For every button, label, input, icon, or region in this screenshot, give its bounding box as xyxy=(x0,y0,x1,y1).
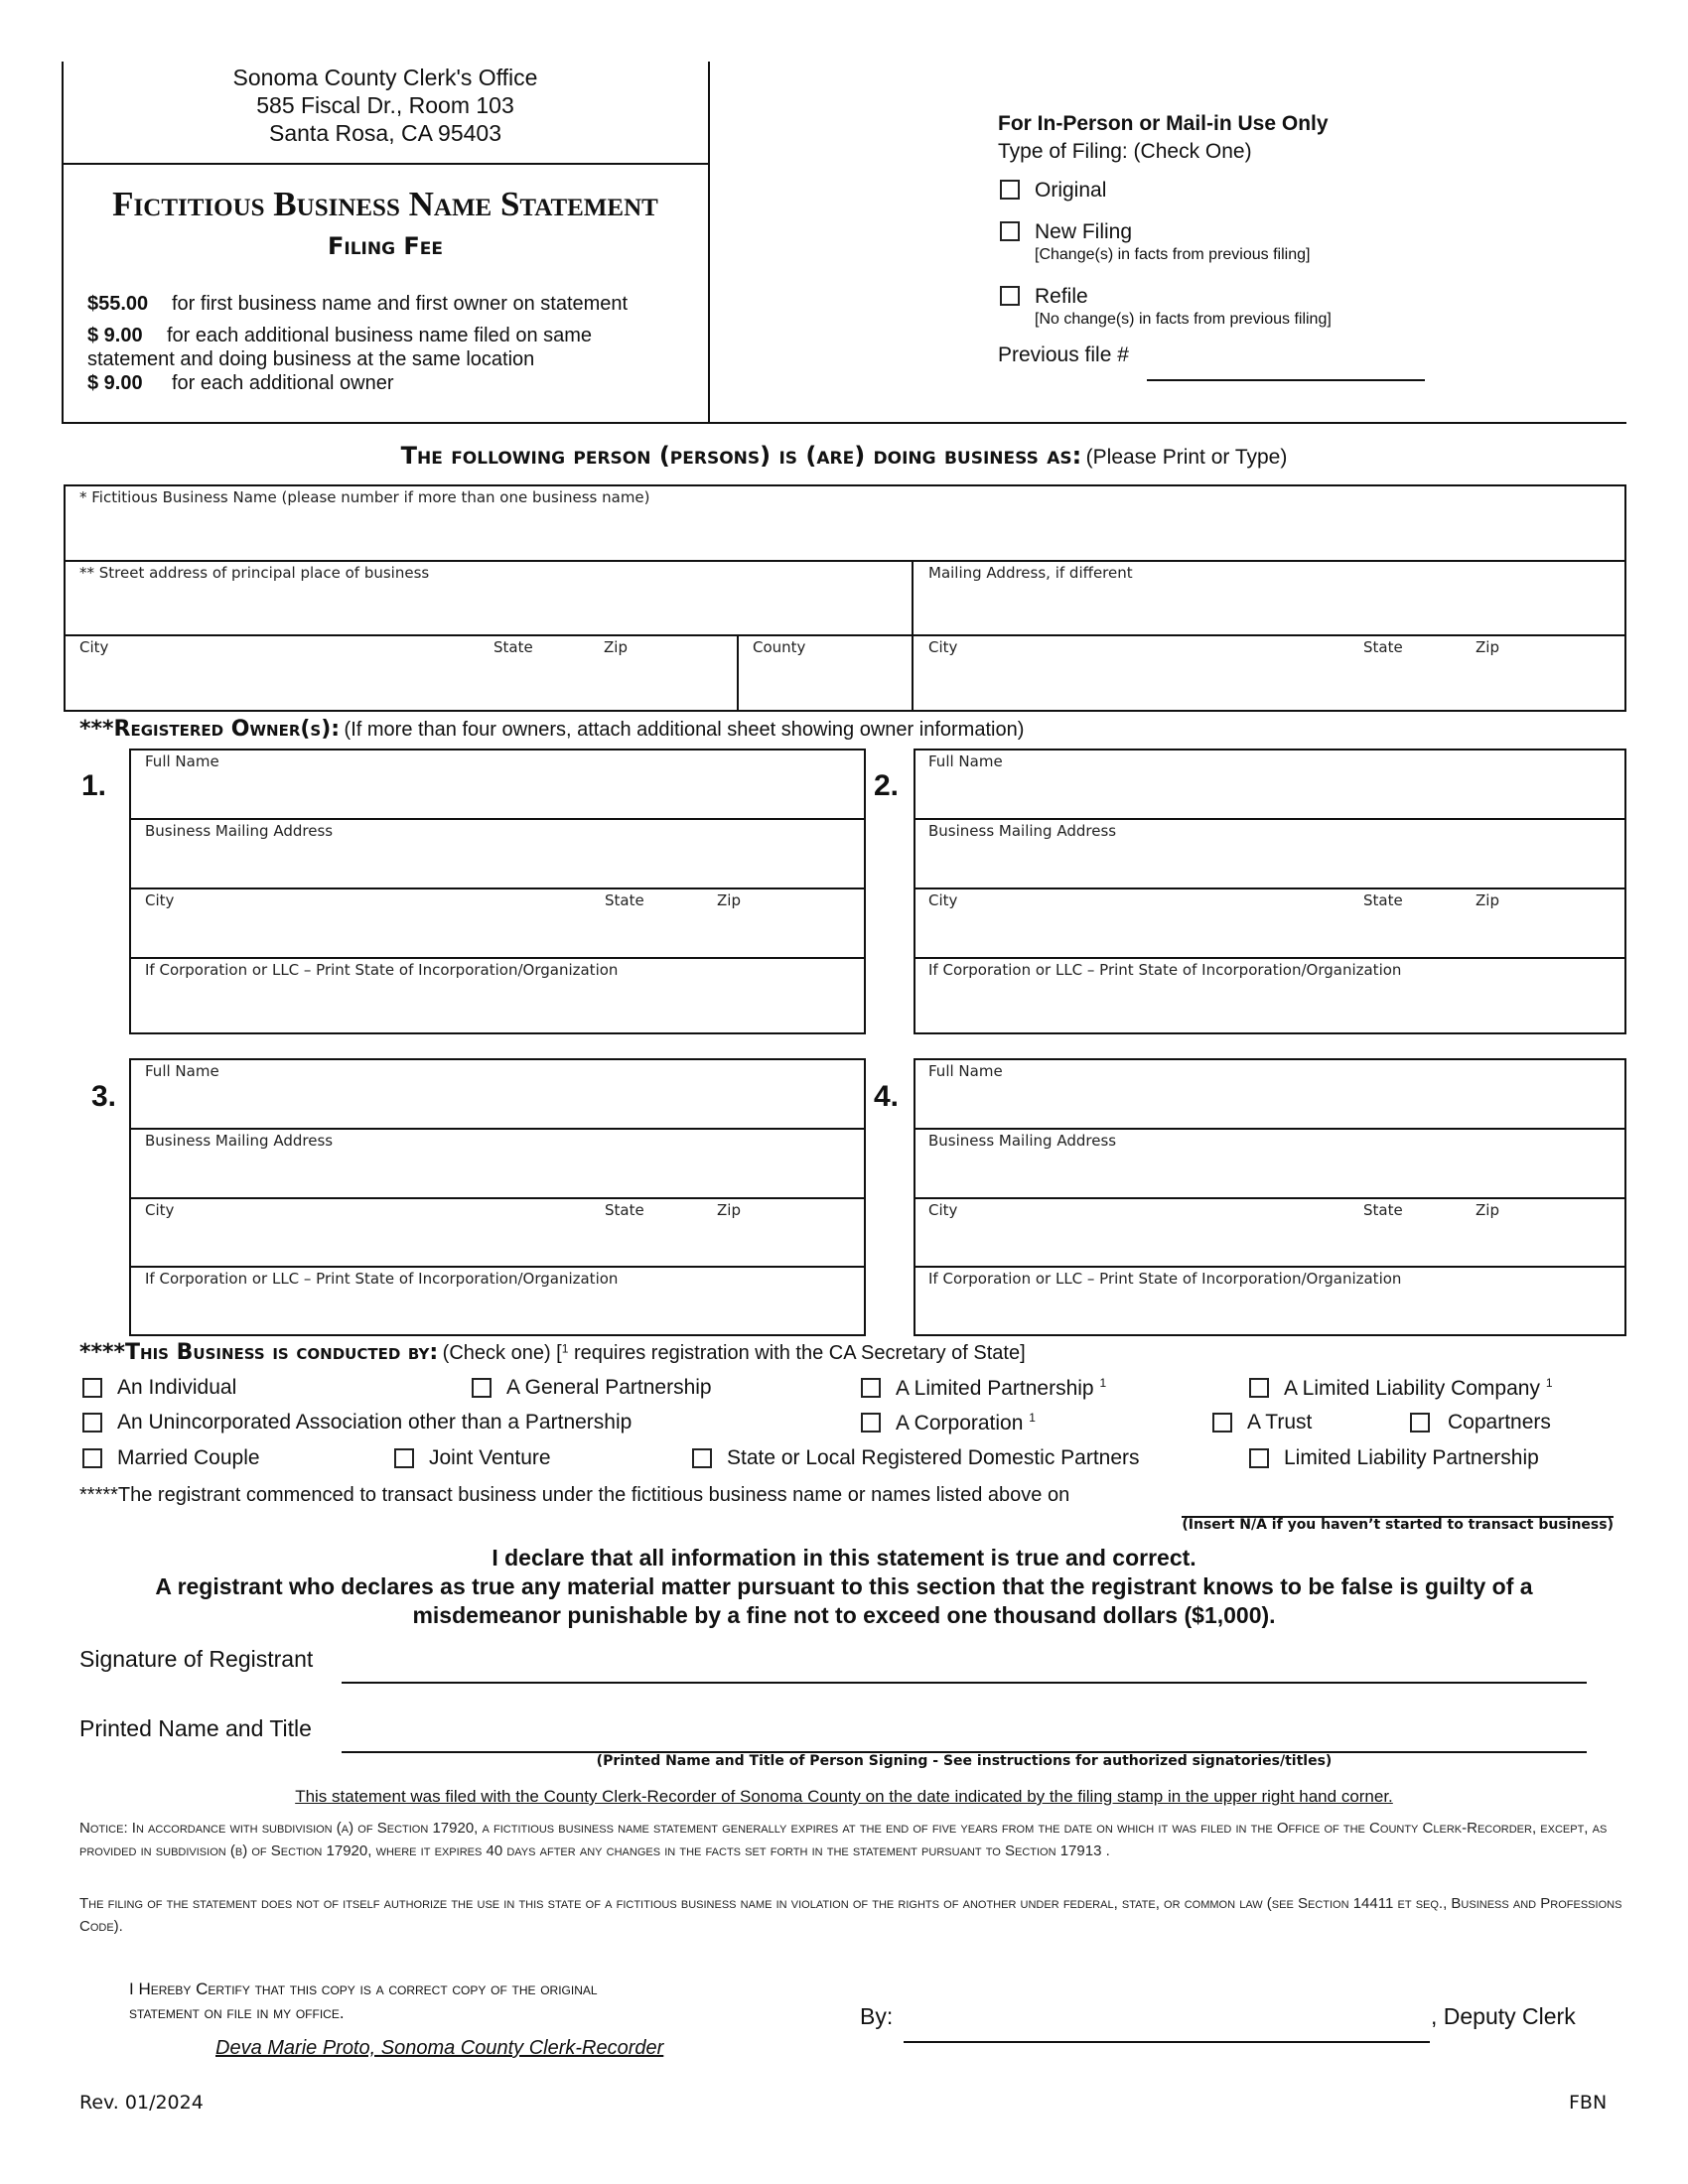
dba-col-divider xyxy=(737,634,739,712)
owner-number: 3. xyxy=(91,1080,117,1113)
owner-1-corp-state[interactable]: If Corporation or LLC – Print State of Incorporation/Organization xyxy=(145,961,619,979)
dba-col-divider xyxy=(912,560,914,712)
limited-partnership-label: A Limited Partnership xyxy=(896,1377,1094,1400)
owners-heading-row xyxy=(79,717,1024,742)
dba-row-divider xyxy=(64,634,1626,636)
fee-row: statement and doing business at the same location xyxy=(87,348,535,370)
declaration xyxy=(62,1544,1626,1630)
commenced-text: *****The registrant commenced to transact business under the fictitious business name or names listed above on xyxy=(79,1484,1070,1506)
conducted-note: (Check one) [ xyxy=(442,1342,562,1364)
owner-4-state[interactable]: State xyxy=(1363,1201,1403,1219)
city-field[interactable]: City xyxy=(79,638,109,656)
owner-1-mailing-address[interactable]: Business Mailing Address xyxy=(145,822,334,840)
owner-3-state[interactable]: State xyxy=(605,1201,644,1219)
declaration-line: A registrant who declares as true any material matter pursuant to this section that the registrant knows to be false is guilty of a xyxy=(155,1573,1533,1599)
header-address-divider xyxy=(62,163,709,165)
owner-2-corp-state[interactable]: If Corporation or LLC – Print State of Incorporation/Organization xyxy=(928,961,1402,979)
owner-3-full-name[interactable]: Full Name xyxy=(145,1062,219,1080)
certification xyxy=(129,1978,598,2025)
refile-checkbox[interactable] xyxy=(1000,286,1020,306)
mailing-city-field[interactable]: City xyxy=(928,638,958,656)
owner-3-corp-state[interactable]: If Corporation or LLC – Print State of Incorporation/Organization xyxy=(145,1270,619,1288)
owners-heading-note: (If more than four owners, attach additional sheet showing owner information) xyxy=(344,719,1025,741)
general-partnership-checkbox[interactable] xyxy=(472,1378,492,1398)
header-bottom-rule xyxy=(62,422,1626,424)
signature-input[interactable] xyxy=(342,1682,1587,1684)
clerk-name: Deva Marie Proto, Sonoma County Clerk-Recorder xyxy=(215,2037,664,2059)
sos-footnote-mark: 1 xyxy=(1099,1376,1107,1390)
owner-4-mailing-address[interactable]: Business Mailing Address xyxy=(928,1132,1117,1150)
deputy-clerk-label: , Deputy Clerk xyxy=(1431,2003,1576,2029)
new-filing-checkbox[interactable] xyxy=(1000,221,1020,241)
llp-label: Limited Liability Partnership xyxy=(1284,1446,1539,1469)
expiration-notice: Notice: In accordance with subdivision (a) of Section 17920, a fictitious business name statement generally expires at the end of five years from the date on which it was filed in the Office of the County Clerk-Recorder, except, as provided in subdivision (b) of Section 17920, where it expires 40 days after any changes in the facts set forth in the statement pursuant to Section 17913 . xyxy=(79,1820,1608,1859)
declaration-line: misdemeanor punishable by a fine not to exceed one thousand dollars ($1,000). xyxy=(412,1602,1276,1628)
state-field[interactable]: State xyxy=(493,638,533,656)
conducted-heading-row xyxy=(79,1340,1026,1365)
fee-row: $ 9.00 for each additional business name filed on same xyxy=(87,325,593,346)
filed-statement: This statement was filed with the County Clerk-Recorder of Sonoma County on the date indicated by the filing stamp in the upper right hand corner. xyxy=(295,1787,1393,1806)
dba-heading-row xyxy=(62,442,1626,470)
refile-note: [No change(s) in facts from previous filing] xyxy=(1035,311,1332,328)
limited-partnership-row xyxy=(896,1376,1106,1401)
limited-partnership-checkbox[interactable] xyxy=(861,1378,881,1398)
owner-row-divider xyxy=(914,1266,1626,1268)
filing-type-subheading: Type of Filing: (Check One) xyxy=(998,140,1252,163)
owner-2-city[interactable]: City xyxy=(928,891,958,909)
fee-row: $ 9.00 for each additional owner xyxy=(87,372,394,394)
owner-row-divider xyxy=(129,1197,866,1199)
llp-checkbox[interactable] xyxy=(1249,1448,1269,1468)
llc-checkbox[interactable] xyxy=(1249,1378,1269,1398)
copartners-checkbox[interactable] xyxy=(1410,1413,1430,1433)
form-title: Fictitious Business Name Statement xyxy=(112,185,658,223)
owner-3-city[interactable]: City xyxy=(145,1201,175,1219)
owner-2-zip[interactable]: Zip xyxy=(1476,891,1499,909)
owner-4-zip[interactable]: Zip xyxy=(1476,1201,1499,1219)
signature-label: Signature of Registrant xyxy=(79,1646,314,1672)
dba-heading-note: (Please Print or Type) xyxy=(1085,446,1288,469)
unincorporated-association-label: An Unincorporated Association other than a Partnership xyxy=(117,1411,633,1433)
llc-label: A Limited Liability Company xyxy=(1284,1377,1540,1400)
certify-line: statement on file in my office. xyxy=(129,2003,345,2022)
owner-row-divider xyxy=(914,818,1626,820)
joint-venture-label: Joint Venture xyxy=(429,1446,551,1469)
owner-2-state[interactable]: State xyxy=(1363,891,1403,909)
owner-row-divider xyxy=(914,1197,1626,1199)
filing-use-heading: For In-Person or Mail-in Use Only xyxy=(998,112,1329,135)
owner-4-full-name[interactable]: Full Name xyxy=(928,1062,1003,1080)
printed-name-note: (Printed Name and Title of Person Signing - See instructions for authorized signatories/titles) xyxy=(596,1753,1333,1769)
previous-file-input[interactable] xyxy=(1147,379,1425,381)
conducted-heading: ****This Business is conducted by: xyxy=(79,1340,439,1365)
owner-4-city[interactable]: City xyxy=(928,1201,958,1219)
married-couple-label: Married Couple xyxy=(117,1446,260,1469)
commenced-note: (Insert N/A if you haven’t started to transact business) xyxy=(1182,1517,1614,1533)
form-code: FBN xyxy=(1569,2092,1608,2114)
new-filing-note: [Change(s) in facts from previous filing] xyxy=(1035,246,1311,263)
owner-row-divider xyxy=(914,1128,1626,1130)
owners-heading: ***Registered Owner(s): xyxy=(79,717,341,742)
zip-field[interactable]: Zip xyxy=(604,638,628,656)
owner-3-zip[interactable]: Zip xyxy=(717,1201,741,1219)
county-field[interactable]: County xyxy=(753,638,806,656)
unincorporated-association-checkbox[interactable] xyxy=(82,1413,102,1433)
authorization-notice: The filing of the statement does not of itself authorize the use in this state of a fictitious business name in violation of the rights of another under federal, state, or common law (see Section 14411 et seq., Business and Professions Code). xyxy=(79,1895,1622,1935)
individual-checkbox[interactable] xyxy=(82,1378,102,1398)
printed-name-label: Printed Name and Title xyxy=(79,1715,312,1741)
fee-list xyxy=(87,292,628,395)
revision-date: Rev. 01/2024 xyxy=(79,2092,204,2114)
fee-row: $55.00 for first business name and first owner on statement xyxy=(87,293,629,315)
mailing-state-field[interactable]: State xyxy=(1363,638,1403,656)
owner-3-mailing-address[interactable]: Business Mailing Address xyxy=(145,1132,334,1150)
trust-label: A Trust xyxy=(1247,1411,1313,1433)
certify-line: I Hereby Certify that this copy is a correct copy of the original xyxy=(129,1979,598,1998)
owner-4-corp-state[interactable]: If Corporation or LLC – Print State of Incorporation/Organization xyxy=(928,1270,1402,1288)
owner-1-state[interactable]: State xyxy=(605,891,644,909)
original-checkbox[interactable] xyxy=(1000,180,1020,200)
mailing-zip-field[interactable]: Zip xyxy=(1476,638,1499,656)
mailing-address-field[interactable]: Mailing Address, if different xyxy=(928,564,1133,582)
owner-1-full-name[interactable]: Full Name xyxy=(145,752,219,770)
owner-number: 4. xyxy=(874,1080,900,1113)
office-name: Sonoma County Clerk's Office xyxy=(232,65,538,90)
owner-number: 1. xyxy=(81,769,107,802)
office-address-line2: Santa Rosa, CA 95403 xyxy=(269,120,501,146)
owner-number: 2. xyxy=(874,769,900,802)
general-partnership-label: A General Partnership xyxy=(506,1376,712,1399)
previous-file-label: Previous file # xyxy=(998,343,1129,366)
married-couple-checkbox[interactable] xyxy=(82,1448,102,1468)
original-label: Original xyxy=(1035,179,1107,202)
new-filing-label: New Filing xyxy=(1035,220,1133,243)
dba-heading: The following person (persons) is (are) doing business as: xyxy=(400,442,1082,470)
copartners-label: Copartners xyxy=(1448,1411,1551,1433)
owner-row-divider xyxy=(129,1266,866,1268)
sos-footnote-mark: 1 xyxy=(1029,1411,1036,1425)
trust-checkbox[interactable] xyxy=(1212,1413,1232,1433)
owner-1-box xyxy=(129,749,866,1034)
owner-2-mailing-address[interactable]: Business Mailing Address xyxy=(928,822,1117,840)
office-address xyxy=(62,64,709,147)
owner-row-divider xyxy=(914,887,1626,889)
owner-1-city[interactable]: City xyxy=(145,891,175,909)
owner-2-full-name[interactable]: Full Name xyxy=(928,752,1003,770)
llc-row xyxy=(1284,1376,1553,1401)
dba-row-divider xyxy=(64,560,1626,562)
refile-label: Refile xyxy=(1035,285,1088,308)
sos-footnote-mark: 1 xyxy=(1545,1376,1553,1390)
domestic-partners-label: State or Local Registered Domestic Partners xyxy=(727,1446,1140,1469)
domestic-partners-checkbox[interactable] xyxy=(692,1448,712,1468)
owner-row-divider xyxy=(129,818,866,820)
individual-label: An Individual xyxy=(117,1376,237,1399)
street-address-field[interactable]: ** Street address of principal place of business xyxy=(79,564,430,582)
corporation-label: A Corporation xyxy=(896,1412,1024,1434)
owner-row-divider xyxy=(129,1128,866,1130)
owner-1-zip[interactable]: Zip xyxy=(717,891,741,909)
office-address-line1: 585 Fiscal Dr., Room 103 xyxy=(256,92,514,118)
filing-fee-heading: Filing Fee xyxy=(327,232,444,260)
conducted-note-sup: 1 xyxy=(561,1341,569,1356)
owner-2-box xyxy=(914,749,1626,1034)
declaration-line: I declare that all information in this statement is true and correct. xyxy=(492,1545,1196,1570)
conducted-note-end: requires registration with the CA Secretary of State] xyxy=(568,1342,1026,1364)
fbn-name-field[interactable]: * Fictitious Business Name (please number if more than one business name) xyxy=(79,488,650,506)
joint-venture-checkbox[interactable] xyxy=(394,1448,414,1468)
owner-row-divider xyxy=(129,887,866,889)
owner-row-divider xyxy=(914,957,1626,959)
owner-row-divider xyxy=(129,957,866,959)
dba-table xyxy=(64,484,1626,712)
corporation-checkbox[interactable] xyxy=(861,1413,881,1433)
corporation-row xyxy=(896,1411,1036,1435)
deputy-clerk-signature-input[interactable] xyxy=(904,2041,1430,2043)
by-label: By: xyxy=(860,2003,894,2029)
